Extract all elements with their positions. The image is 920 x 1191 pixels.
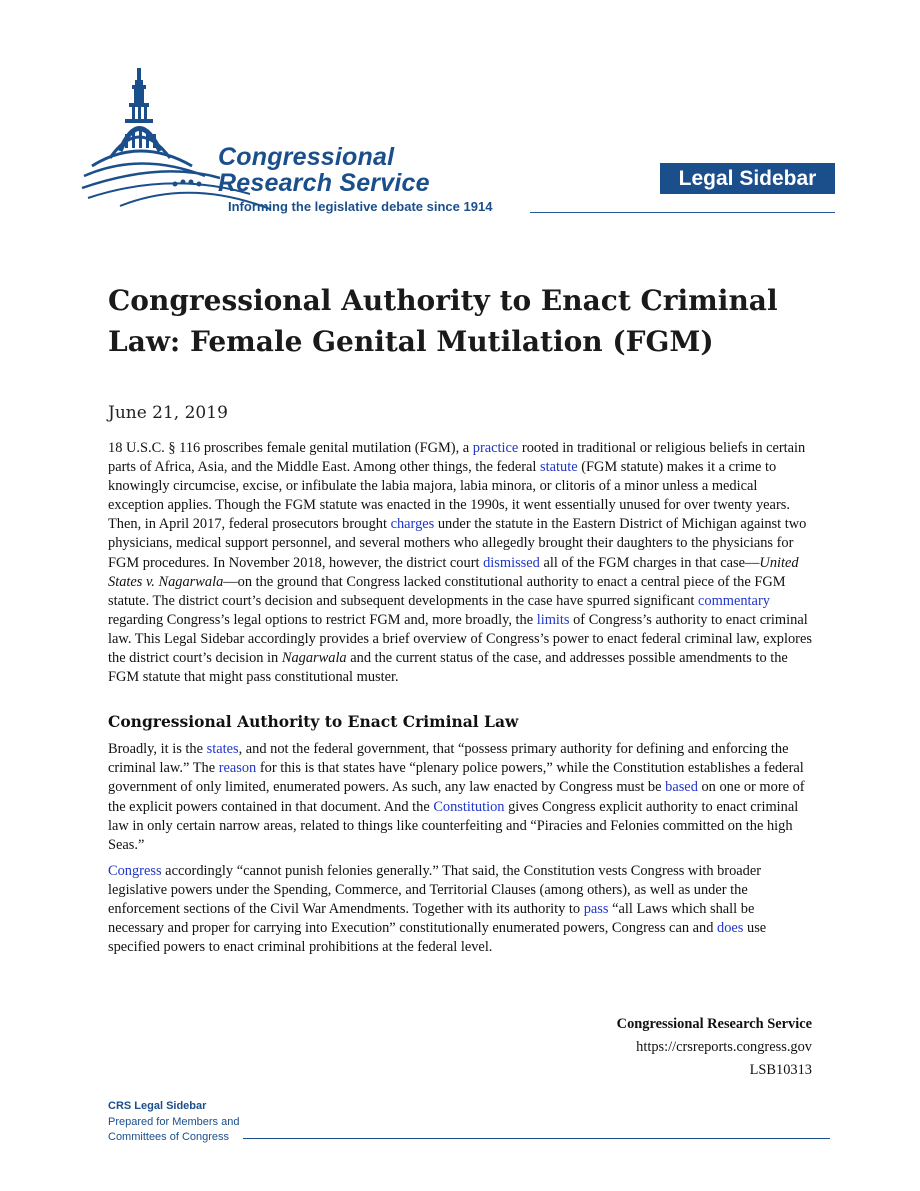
- text-run: “all Laws which shall be necessary and proper for carrying into Execution” constitutionally enumerated powers, Congress can and: [108, 900, 755, 937]
- text-run: use specified powers to enact criminal prohibitions at the federal level.: [108, 920, 767, 956]
- text-run: (FGM statute) makes it a crime to knowingly circumcise, excise, or infibulate the labia majora, labia minora, or clitoris of a minor unless a medical exception applies. Though the FGM statute was enacted in the 1990s, it went essentially unused for over twenty years. Then, in April 2017, federal prosecutors brought: [108, 459, 790, 533]
- org-name: Congressional Research Service: [218, 143, 430, 197]
- inline-link[interactable]: practice: [472, 440, 519, 456]
- footer-url[interactable]: https://crsreports.congress.gov: [636, 1039, 812, 1055]
- footer-attribution: [617, 1013, 812, 1082]
- body-paragraph: [108, 862, 813, 957]
- text-run: gives Congress explicit authority to enact criminal law in only certain narrow areas, related to things like counterfeiting and “Piracies and Felonies committed on the high Seas.”: [108, 798, 799, 853]
- italic-text: Nagarwala: [281, 650, 347, 667]
- inline-link[interactable]: commentary: [698, 592, 770, 609]
- org-tagline: Informing the legislative debate since 1914: [228, 199, 493, 214]
- inline-link[interactable]: statute: [540, 459, 578, 476]
- crs-logo: [80, 66, 540, 221]
- text-run: under the statute in the Eastern District of Michigan against two physicians, medical support personnel, and several mothers who allegedly brought their daughters to the physicians for FGM procedures. In November 2018, however, the district court: [108, 516, 807, 571]
- italic-text: United States v. Nagarwala: [108, 554, 799, 590]
- inline-link[interactable]: based: [665, 779, 698, 796]
- text-run: and the current status of the case, and addresses possible amendments to the FGM statute that might pass constitutional muster.: [108, 650, 788, 686]
- text-run: of Congress’s authority to enact criminal law. This Legal Sidebar accordingly provides a brief overview of Congress’s power to enact federal criminal law, explores the district court’s decision in: [108, 611, 812, 667]
- inline-link[interactable]: charges: [390, 516, 435, 533]
- footer-report-code: LSB10313: [749, 1062, 812, 1078]
- text-run: accordingly “cannot punish felonies generally.” That said, the Constitution vests Congress with broader legislative powers under the Spending, Commerce, and Territorial Clauses (among others), as well as under the enforcement sections of the Civil War Amendments. Together with its authority to: [108, 862, 762, 917]
- inline-link[interactable]: Congress: [108, 862, 162, 879]
- inline-link[interactable]: limits: [536, 611, 570, 628]
- inline-link[interactable]: reason: [218, 760, 257, 777]
- footer-divider: [243, 1138, 830, 1139]
- inline-link[interactable]: does: [717, 920, 744, 937]
- text-run: , and not the federal government, that “possess primary authority for defining and enforcing the criminal law.” The: [108, 741, 789, 777]
- header-divider: [530, 212, 835, 213]
- text-run: for this is that states have “plenary police powers,” while the Constitution establishes a federal government of only limited, enumerated powers. As such, any law enacted by Congress must be: [108, 760, 804, 796]
- text-run: —on the ground that Congress lacked constitutional authority to enact a central piece of the FGM statute. The district court’s decision and subsequent developments in the case have spurred significant: [108, 573, 786, 609]
- text-run: rooted in traditional or religious beliefs in certain parts of Africa, Asia, and the Middle East. Among other things, the federal: [108, 440, 806, 476]
- body-paragraph: [108, 740, 813, 855]
- text-run: 18 U.S.C. § 116 proscribes female genital mutilation (FGM), a: [108, 440, 473, 456]
- document-body: [108, 439, 813, 964]
- legal-sidebar-badge: Legal Sidebar: [660, 163, 835, 194]
- text-run: Broadly, it is the: [108, 741, 207, 758]
- text-run: on one or more of the explicit powers contained in that document. And the: [108, 779, 805, 815]
- inline-link[interactable]: pass: [583, 900, 609, 917]
- inline-link[interactable]: dismissed: [483, 554, 540, 571]
- inline-link[interactable]: Constitution: [433, 798, 505, 815]
- text-run: all of the FGM charges in that case—: [539, 554, 760, 571]
- document-title: Congressional Authority to Enact Criminal Law: Female Genital Mutilation (FGM): [108, 284, 778, 358]
- footer-org: Congressional Research Service: [616, 1016, 812, 1032]
- body-paragraph: [108, 439, 813, 687]
- footer-prepared-for: CRS Legal Sidebar Prepared for Members and Committees of Congress: [108, 1100, 240, 1143]
- section-heading: Congressional Authority to Enact Criminal Law: [108, 712, 519, 732]
- publication-date: June 21, 2019: [108, 403, 228, 423]
- text-run: regarding Congress’s legal options to restrict FGM and, more broadly, the: [108, 611, 537, 628]
- inline-link[interactable]: states: [206, 741, 239, 758]
